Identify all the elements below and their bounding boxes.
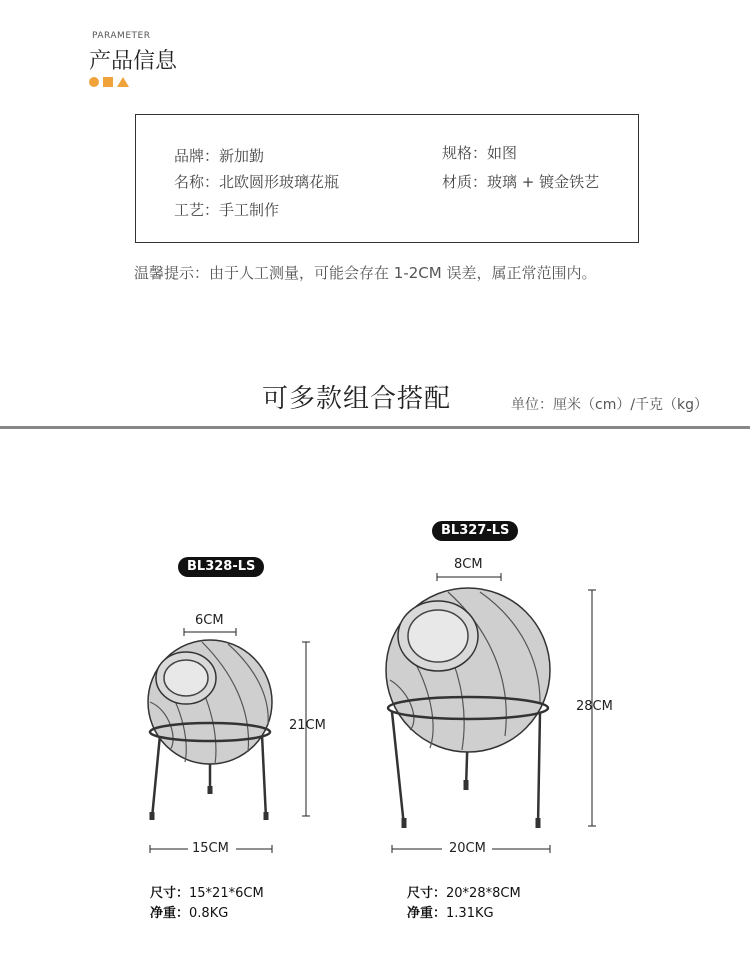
spec-text: 规格：如图 xyxy=(442,144,518,162)
name-text: 名称：北欧圆形玻璃花瓶 xyxy=(174,173,340,191)
material-text: 材质：玻璃 + 镀金铁艺 xyxy=(442,173,600,191)
circle-icon xyxy=(89,77,99,87)
size-spec-small: 尺寸：15*21*6CM xyxy=(150,886,264,901)
unit-label: 单位：厘米（cm）/千克（kg） xyxy=(511,397,709,413)
width-label-small: 15CM xyxy=(192,841,229,856)
top-width-label-large: 8CM xyxy=(454,557,483,572)
divider-line xyxy=(0,426,750,429)
model-badge-large: BL327-LS xyxy=(432,521,518,541)
weight-spec-small: 净重：0.8KG xyxy=(150,906,229,921)
craft-text: 工艺：手工制作 xyxy=(174,201,280,219)
section-title: 产品信息 xyxy=(89,49,178,74)
parameter-label: PARAMETER xyxy=(92,31,151,41)
vase-small-drawing xyxy=(148,640,272,820)
width-label-large: 20CM xyxy=(449,841,486,856)
weight-spec-large: 净重：1.31KG xyxy=(407,906,494,921)
measurement-note: 温馨提示：由于人工测量，可能会存在 1-2CM 误差，属正常范围内。 xyxy=(134,264,597,282)
top-width-label-small: 6CM xyxy=(195,613,224,628)
vase-large-drawing xyxy=(386,588,550,828)
combo-title: 可多款组合搭配 xyxy=(262,384,452,414)
height-label-large: 28CM xyxy=(576,699,613,714)
size-spec-large: 尺寸：20*28*8CM xyxy=(407,886,521,901)
square-icon xyxy=(103,77,113,87)
product-illustrations xyxy=(0,440,750,860)
height-label-small: 21CM xyxy=(289,718,326,733)
model-badge-small: BL328-LS xyxy=(178,557,264,577)
decorative-shapes xyxy=(89,76,139,88)
brand-text: 品牌：新加勤 xyxy=(174,147,265,165)
triangle-icon xyxy=(117,77,129,87)
